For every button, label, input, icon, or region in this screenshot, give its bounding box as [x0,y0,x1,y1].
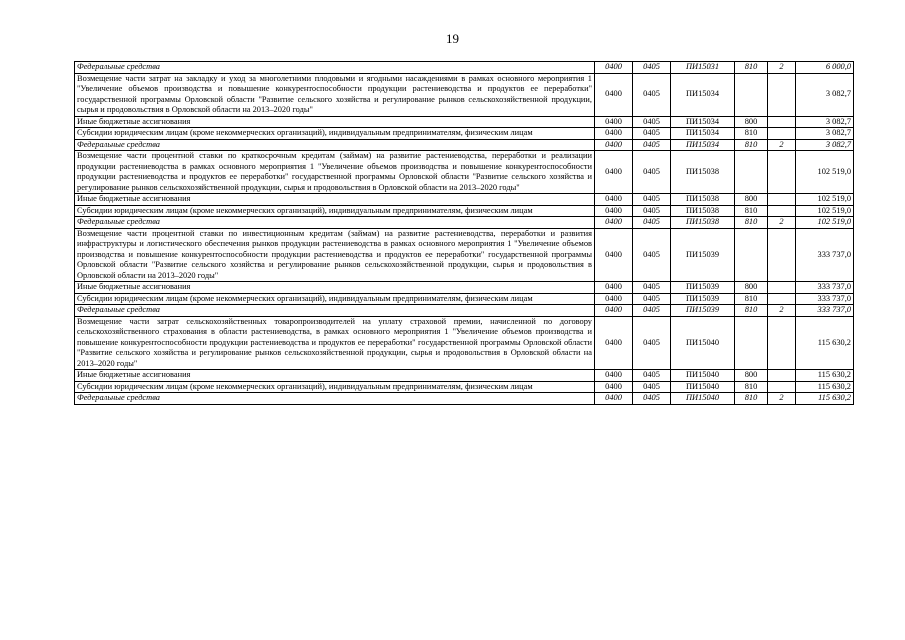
subsection-code: 0405 [633,293,671,305]
row-description: Субсидии юридическим лицам (кроме некоммерческих организаций), индивидуальным предпринимателям, физическим лицам [75,293,595,305]
section-code: 0400 [595,73,633,116]
expense-type-code: 810 [735,128,768,140]
amount-value: 115 630,2 [796,381,854,393]
table-body [75,62,854,405]
table-row [75,116,854,128]
amount-value: 333 737,0 [796,293,854,305]
target-article-code: ПИ15039 [671,293,735,305]
section-code: 0400 [595,293,633,305]
amount-value: 3 082,7 [796,128,854,140]
amount-value: 6 000,0 [796,62,854,74]
section-code: 0400 [595,128,633,140]
target-article-code: ПИ15038 [671,194,735,206]
funding-source-code: 2 [768,62,796,74]
amount-value: 333 737,0 [796,228,854,282]
amount-value: 102 519,0 [796,151,854,194]
section-code: 0400 [595,381,633,393]
amount-value: 333 737,0 [796,282,854,294]
target-article-code: ПИ15039 [671,305,735,317]
funding-source-code [768,205,796,217]
expense-type-code: 800 [735,116,768,128]
section-code: 0400 [595,370,633,382]
funding-source-code [768,228,796,282]
funding-source-code [768,316,796,370]
expense-type-code: 810 [735,205,768,217]
federal-funds-row [75,62,854,74]
funding-source-code [768,293,796,305]
subsection-code: 0405 [633,139,671,151]
target-article-code: ПИ15038 [671,205,735,217]
section-code: 0400 [595,217,633,229]
amount-value: 102 519,0 [796,194,854,206]
subsection-code: 0405 [633,217,671,229]
table-row [75,194,854,206]
subsection-code: 0405 [633,381,671,393]
funding-source-code [768,116,796,128]
funding-source-code [768,151,796,194]
amount-value: 115 630,2 [796,393,854,405]
row-description: Возмещение части процентной ставки по краткосрочным кредитам (займам) на развитие растениеводства, переработки и реализации продукции растениеводства в рамках основного мероприятия 1 "Увеличение объемов производства и повышение конкурентоспособности продукции растениеводства и продуктов ее переработки" государственной программы Орловской области "Развитие сельского хозяйства и регулирование рынков сельскохозяйственной продукции, сырья и продовольствия в Орловской области на 2013–2020 годы" [75,151,595,194]
federal-funds-row [75,217,854,229]
federal-funds-row [75,305,854,317]
funding-source-code: 2 [768,139,796,151]
section-code: 0400 [595,305,633,317]
expense-type-code [735,316,768,370]
target-article-code: ПИ15040 [671,316,735,370]
table-row [75,316,854,370]
subsection-code: 0405 [633,393,671,405]
expense-type-code: 800 [735,194,768,206]
expense-type-code: 810 [735,305,768,317]
row-description: Федеральные средства [75,139,595,151]
target-article-code: ПИ15034 [671,116,735,128]
funding-source-code [768,370,796,382]
table-row [75,205,854,217]
amount-value: 3 082,7 [796,73,854,116]
amount-value: 102 519,0 [796,205,854,217]
table-row [75,282,854,294]
table-row [75,381,854,393]
section-code: 0400 [595,205,633,217]
row-description: Субсидии юридическим лицам (кроме некоммерческих организаций), индивидуальным предпринимателям, физическим лицам [75,128,595,140]
section-code: 0400 [595,116,633,128]
subsection-code: 0405 [633,316,671,370]
target-article-code: ПИ15031 [671,62,735,74]
subsection-code: 0405 [633,194,671,206]
section-code: 0400 [595,151,633,194]
target-article-code: ПИ15034 [671,128,735,140]
section-code: 0400 [595,316,633,370]
table-row [75,370,854,382]
subsection-code: 0405 [633,305,671,317]
row-description: Иные бюджетные ассигнования [75,282,595,294]
row-description: Федеральные средства [75,217,595,229]
expense-type-code: 810 [735,293,768,305]
expense-type-code: 810 [735,393,768,405]
section-code: 0400 [595,139,633,151]
row-description: Иные бюджетные ассигнования [75,370,595,382]
amount-value: 3 082,7 [796,116,854,128]
table-row [75,73,854,116]
row-description: Возмещение части затрат на закладку и уход за многолетними плодовыми и ягодными насаждениями в рамках основного мероприятия 1 "Увеличение объемов производства и повышение конкурентоспособности продукции растениеводства и продуктов ее переработки" государственной программы Орловской области "Развитие сельского хозяйства и регулирование рынков сельскохозяйственной продукции, сырья и продовольствия в Орловской области на 2013–2020 годы" [75,73,595,116]
row-description: Субсидии юридическим лицам (кроме некоммерческих организаций), индивидуальным предпринимателям, физическим лицам [75,381,595,393]
row-description: Субсидии юридическим лицам (кроме некоммерческих организаций), индивидуальным предпринимателям, физическим лицам [75,205,595,217]
row-description: Возмещение части затрат сельскохозяйственных товаропроизводителей на уплату страховой премии, начисленной по договору сельскохозяйственного страхования в области растениеводства, в рамках основного мероприятия 1 "Увеличение объемов производства и повышение конкурентоспособности продукции растениеводства и продуктов ее переработки" государственной программы Орловской области "Развитие сельского хозяйства и регулирование рынков сельскохозяйственной продукции, сырья и продовольствия в Орловской области на 2013–2020 годы" [75,316,595,370]
row-description: Иные бюджетные ассигнования [75,194,595,206]
row-description: Возмещение части процентной ставки по инвестиционным кредитам (займам) на развитие растениеводства, переработки и развития инфраструктуры и логистического обеспечения рынков продукции растениеводства в рамках основного мероприятия 1 "Увеличение объемов производства и повышение конкурентоспособности продукции растениеводства и продуктов ее переработки" государственной программы Орловской области "Развитие сельского хозяйства и регулирование рынков сельскохозяйственной продукции, сырья и продовольствия в Орловской области на 2013–2020 годы" [75,228,595,282]
amount-value: 333 737,0 [796,305,854,317]
funding-source-code [768,128,796,140]
subsection-code: 0405 [633,151,671,194]
target-article-code: ПИ15039 [671,228,735,282]
expense-type-code [735,151,768,194]
subsection-code: 0405 [633,370,671,382]
funding-source-code: 2 [768,393,796,405]
subsection-code: 0405 [633,116,671,128]
subsection-code: 0405 [633,205,671,217]
amount-value: 102 519,0 [796,217,854,229]
budget-table [74,61,854,405]
subsection-code: 0405 [633,128,671,140]
target-article-code: ПИ15038 [671,217,735,229]
table-row [75,151,854,194]
section-code: 0400 [595,194,633,206]
target-article-code: ПИ15040 [671,370,735,382]
expense-type-code [735,228,768,282]
target-article-code: ПИ15040 [671,381,735,393]
row-description: Федеральные средства [75,305,595,317]
subsection-code: 0405 [633,73,671,116]
table-row [75,128,854,140]
target-article-code: ПИ15034 [671,139,735,151]
section-code: 0400 [595,228,633,282]
subsection-code: 0405 [633,228,671,282]
funding-source-code [768,381,796,393]
funding-source-code: 2 [768,217,796,229]
table-row [75,293,854,305]
expense-type-code: 800 [735,370,768,382]
expense-type-code: 800 [735,282,768,294]
row-description: Федеральные средства [75,393,595,405]
subsection-code: 0405 [633,282,671,294]
section-code: 0400 [595,393,633,405]
page-number: 19 [446,31,459,46]
funding-source-code: 2 [768,305,796,317]
target-article-code: ПИ15040 [671,393,735,405]
expense-type-code: 810 [735,217,768,229]
expense-type-code [735,73,768,116]
federal-funds-row [75,139,854,151]
section-code: 0400 [595,282,633,294]
amount-value: 115 630,2 [796,370,854,382]
expense-type-code: 810 [735,62,768,74]
funding-source-code [768,73,796,116]
table-row [75,228,854,282]
target-article-code: ПИ15038 [671,151,735,194]
target-article-code: ПИ15039 [671,282,735,294]
amount-value: 115 630,2 [796,316,854,370]
row-description: Иные бюджетные ассигнования [75,116,595,128]
expense-type-code: 810 [735,381,768,393]
federal-funds-row [75,393,854,405]
expense-type-code: 810 [735,139,768,151]
row-description: Федеральные средства [75,62,595,74]
funding-source-code [768,282,796,294]
amount-value: 3 082,7 [796,139,854,151]
funding-source-code [768,194,796,206]
target-article-code: ПИ15034 [671,73,735,116]
subsection-code: 0405 [633,62,671,74]
section-code: 0400 [595,62,633,74]
